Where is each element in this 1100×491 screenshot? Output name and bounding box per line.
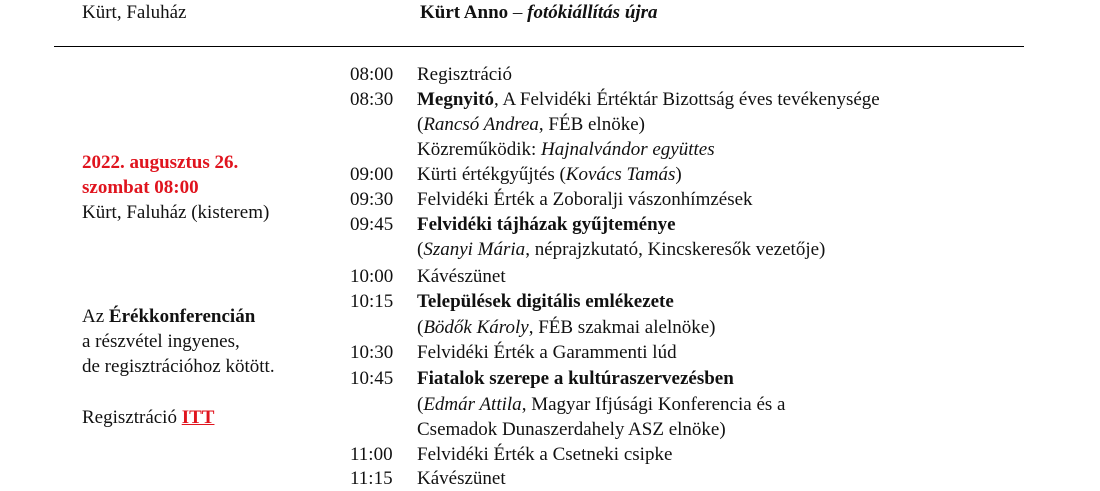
info-line-3: de regisztrációhoz kötött. bbox=[82, 356, 275, 377]
schedule-time: 09:00 bbox=[350, 164, 394, 185]
schedule-title: Felvidéki tájházak gyűjteménye bbox=[417, 214, 676, 235]
schedule-continuation bbox=[417, 417, 726, 442]
schedule-text: , néprajzkutató, Kincskeresők vezetője) bbox=[525, 239, 826, 260]
schedule-row bbox=[350, 87, 880, 112]
schedule-text: Kávészünet bbox=[417, 468, 506, 489]
schedule-time: 11:00 bbox=[350, 444, 393, 465]
event-day-time: szombat 08:00 bbox=[82, 177, 199, 198]
schedule-text: Felvidéki Érték a Csetneki csipke bbox=[417, 444, 673, 465]
schedule-time: 08:30 bbox=[350, 89, 394, 110]
schedule-row bbox=[350, 366, 734, 391]
schedule-continuation bbox=[417, 137, 715, 162]
schedule-row bbox=[350, 340, 677, 365]
registration-line bbox=[82, 407, 214, 429]
schedule-time: 10:45 bbox=[350, 368, 394, 389]
speaker-name: Bödők Károly bbox=[423, 317, 529, 338]
schedule-row bbox=[350, 187, 753, 212]
schedule-row bbox=[350, 212, 676, 237]
speaker-name: Rancsó Andrea bbox=[423, 114, 539, 135]
schedule-text: ) bbox=[675, 164, 682, 185]
event-date: 2022. augusztus 26. bbox=[82, 152, 239, 173]
schedule-continuation: (Szanyi Mária, néprajzkutató, Kincskeresők vezetője) bbox=[417, 239, 826, 260]
schedule-title: Települések digitális emlékezete bbox=[417, 291, 674, 312]
schedule-time: 10:00 bbox=[350, 266, 394, 287]
schedule-row bbox=[350, 466, 506, 491]
schedule-text: Csemadok Dunaszerdahely ASZ elnöke) bbox=[417, 419, 726, 440]
schedule-text: Kürti értékgyűjtés ( bbox=[417, 164, 566, 185]
speaker-name: Szanyi Mária bbox=[423, 239, 526, 260]
exhibition-title-dash: – bbox=[508, 2, 528, 23]
schedule-text: , FÉB szakmai alelnöke) bbox=[528, 317, 716, 338]
schedule-row bbox=[350, 289, 674, 314]
schedule-title: Megnyitó bbox=[417, 89, 495, 110]
schedule-time: 10:30 bbox=[350, 342, 394, 363]
schedule-text: Felvidéki Érték a Zoboralji vászonhímzések bbox=[417, 189, 753, 210]
info-line-2: a részvétel ingyenes, bbox=[82, 331, 240, 352]
speaker-name: Edmár Attila bbox=[423, 394, 522, 415]
header-location: Kürt, Faluház bbox=[82, 2, 187, 23]
conference-name: Érékkonferencián bbox=[108, 306, 256, 327]
exhibition-title-italic: fotókiállítás újra bbox=[527, 2, 658, 23]
schedule-time: 08:00 bbox=[350, 64, 394, 85]
schedule-title: Fiatalok szerepe a kultúraszervezésben bbox=[417, 368, 734, 389]
schedule-row bbox=[350, 62, 512, 87]
schedule-row bbox=[350, 162, 682, 187]
schedule-text: , FÉB elnöke) bbox=[538, 114, 645, 135]
schedule-time: 11:15 bbox=[350, 468, 393, 489]
speaker-name: Kovács Tamás bbox=[565, 164, 676, 185]
info-line-1 bbox=[82, 306, 255, 328]
schedule-row bbox=[350, 264, 506, 289]
schedule-text: Kávészünet bbox=[417, 266, 506, 287]
schedule-time: 09:30 bbox=[350, 189, 394, 210]
registration-prefix: Regisztráció bbox=[82, 407, 182, 428]
schedule-text: Regisztráció bbox=[417, 64, 512, 85]
schedule-continuation: (Bödők Károly, FÉB szakmai alelnöke) bbox=[417, 317, 716, 338]
info-prefix: Az bbox=[82, 306, 109, 327]
schedule-time: 09:45 bbox=[350, 214, 394, 235]
schedule-text: , Magyar Ifjúsági Konferencia és a bbox=[521, 394, 786, 415]
schedule-continuation: (Rancsó Andrea, FÉB elnöke) bbox=[417, 114, 645, 135]
exhibition-title-bold: Kürt Anno bbox=[420, 2, 509, 23]
schedule-text: , A Felvidéki Értéktár Bizottság éves tevékenysége bbox=[494, 89, 880, 110]
header-divider bbox=[54, 46, 1024, 47]
schedule-row bbox=[350, 442, 672, 467]
schedule-time: 10:15 bbox=[350, 291, 394, 312]
registration-link[interactable]: ITT bbox=[181, 407, 215, 428]
exhibition-title bbox=[420, 2, 658, 24]
schedule-text: Közreműködik: bbox=[417, 139, 542, 160]
schedule-text: Felvidéki Érték a Garammenti lúd bbox=[417, 342, 677, 363]
performer-name: Hajnalvándor együttes bbox=[541, 139, 715, 160]
event-venue: Kürt, Faluház (kisterem) bbox=[82, 202, 270, 223]
schedule-continuation: (Edmár Attila, Magyar Ifjúsági Konferencia és a bbox=[417, 394, 786, 415]
